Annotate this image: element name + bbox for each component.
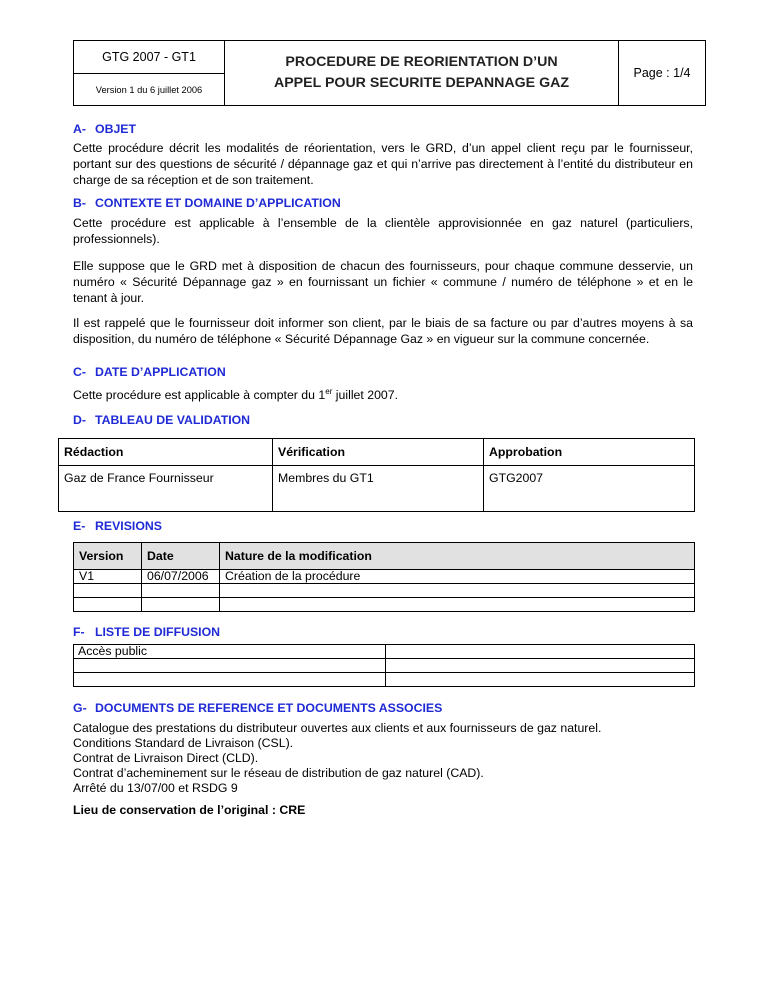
section-c-text: Cette procédure est applicable à compter du 1er juillet 2007. bbox=[73, 387, 399, 403]
diffusion-cell bbox=[386, 659, 695, 673]
revisions-header-version: Version bbox=[74, 543, 142, 570]
section-e-heading: E- REVISIONS bbox=[73, 519, 162, 533]
revision-version bbox=[74, 584, 142, 598]
validation-table bbox=[58, 438, 695, 512]
section-b-paragraph-3: Il est rappelé que le fournisseur doit informer son client, par le biais de sa facture ou par d’autres moyens à sa disposition, du numéro de téléphone « Sécurité Dépannage Gaz » en vigueur sur la commune concernée. bbox=[73, 316, 693, 346]
revision-date: 06/07/2006 bbox=[142, 570, 220, 584]
diffusion-cell bbox=[386, 673, 695, 687]
diffusion-cell bbox=[386, 645, 695, 659]
table-row bbox=[74, 659, 695, 673]
table-row bbox=[74, 645, 695, 659]
revisions-table bbox=[73, 542, 695, 612]
document-version: Version 1 du 6 juillet 2006 bbox=[74, 74, 225, 106]
revisions-header-nature: Nature de la modification bbox=[220, 543, 695, 570]
revisions-header-date: Date bbox=[142, 543, 220, 570]
validation-header-redaction: Rédaction bbox=[59, 439, 273, 466]
diffusion-cell bbox=[74, 673, 386, 687]
list-item: Conditions Standard de Livraison (CSL). bbox=[73, 736, 294, 750]
list-item: Arrêté du 13/07/00 et RSDG 9 bbox=[73, 781, 238, 795]
revision-date bbox=[142, 584, 220, 598]
list-item: Catalogue des prestations du distributeur ouvertes aux clients et aux fournisseurs de gaz naturel. bbox=[73, 721, 602, 735]
reference-documents-list bbox=[73, 721, 601, 796]
section-b-heading: B- CONTEXTE ET DOMAINE D’APPLICATION bbox=[73, 196, 341, 210]
table-row bbox=[74, 584, 695, 598]
section-d-heading: D- TABLEAU DE VALIDATION bbox=[73, 413, 251, 427]
diffusion-cell bbox=[74, 659, 386, 673]
section-a-text: Cette procédure décrit les modalités de réorientation, vers le GRD, d’un appel client reçu par le fournisseur, portant sur des questions de sécurité / dépannage gaz et qui n’arrive pas directement à l’entité du distributeur en charge de sa réception et de son traitement. bbox=[73, 141, 693, 187]
revision-version bbox=[74, 598, 142, 612]
revision-nature bbox=[220, 598, 695, 612]
revision-nature: Création de la procédure bbox=[220, 570, 695, 584]
table-row bbox=[74, 673, 695, 687]
validation-cell-redaction: Gaz de France Fournisseur bbox=[59, 466, 273, 512]
revision-date bbox=[142, 598, 220, 612]
title-line-1: PROCEDURE DE REORIENTATION D’UN bbox=[285, 54, 558, 70]
list-item: Contrat de Livraison Direct (CLD). bbox=[73, 751, 259, 765]
document-code: GTG 2007 - GT1 bbox=[74, 41, 225, 74]
diffusion-cell: Accès public bbox=[74, 645, 386, 659]
document-header bbox=[73, 40, 706, 106]
section-a-heading: A- OBJET bbox=[73, 122, 136, 136]
revision-version: V1 bbox=[74, 570, 142, 584]
conservation-location: Lieu de conservation de l’original : CRE bbox=[73, 803, 306, 817]
section-b-paragraph-1: Cette procédure est applicable à l’ensemble de la clientèle approvisionnée en gaz naturel (particuliers, professionnels). bbox=[73, 216, 693, 246]
validation-cell-verification: Membres du GT1 bbox=[273, 466, 484, 512]
section-g-heading: G- DOCUMENTS DE REFERENCE ET DOCUMENTS ASSOCIES bbox=[73, 701, 443, 715]
table-row bbox=[74, 598, 695, 612]
section-b-paragraph-2: Elle suppose que le GRD met à disposition de chacun des fournisseurs, pour chaque commune desservie, un numéro « Sécurité Dépannage gaz » en fournissant un fichier « commune / numéro de téléphone » et en le tenant à jour. bbox=[73, 259, 693, 305]
section-c-heading: C- DATE D’APPLICATION bbox=[73, 365, 226, 379]
table-row bbox=[74, 570, 695, 584]
section-f-heading: F- LISTE DE DIFFUSION bbox=[73, 625, 221, 639]
diffusion-table bbox=[73, 644, 695, 687]
list-item: Contrat d’acheminement sur le réseau de distribution de gaz naturel (CAD). bbox=[73, 766, 484, 780]
validation-header-approbation: Approbation bbox=[484, 439, 695, 466]
validation-cell-approbation: GTG2007 bbox=[484, 466, 695, 512]
revision-nature bbox=[220, 584, 695, 598]
title-line-2: APPEL POUR SECURITE DEPANNAGE GAZ bbox=[273, 75, 570, 91]
document-title bbox=[225, 41, 619, 106]
page-number: Page : 1/4 bbox=[619, 41, 706, 106]
validation-header-verification: Vérification bbox=[273, 439, 484, 466]
